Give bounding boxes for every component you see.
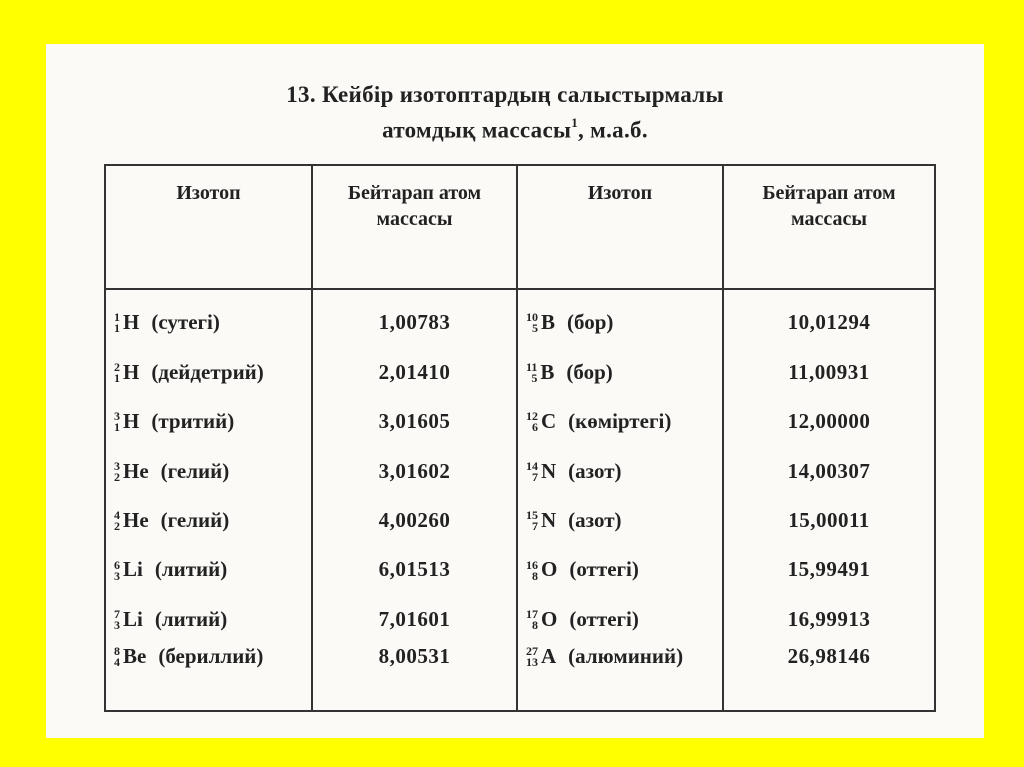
element-name: (бериллий) <box>158 644 264 668</box>
left-isotope-cell <box>105 289 312 348</box>
element-name: (литий) <box>154 557 228 582</box>
table-row <box>105 446 935 495</box>
title-line-2-text: атомдық массасы <box>382 117 572 143</box>
nuclide-notation <box>114 646 120 668</box>
left-isotope-cell <box>105 348 312 397</box>
element-name: (гелий) <box>160 507 230 532</box>
left-isotope-cell <box>105 446 312 495</box>
nuclide-notation <box>526 312 538 334</box>
nuclide-notation <box>526 359 538 385</box>
atomic-number: 2 <box>114 469 120 484</box>
atomic-number: 2 <box>114 519 120 534</box>
atomic-number: 3 <box>114 568 120 583</box>
atomic-number: 5 <box>532 321 538 336</box>
right-isotope-cell <box>517 595 723 644</box>
table-header-row <box>105 165 935 289</box>
left-isotope-cell <box>105 496 312 545</box>
header-mass-right: Бейтарап атом массасы <box>723 165 935 289</box>
element-symbol: Li <box>123 606 143 631</box>
right-mass-cell: 12,00000 <box>723 397 935 446</box>
atomic-number: 8 <box>532 617 538 632</box>
atomic-number: 3 <box>114 617 120 632</box>
left-mass-cell: 1,00783 <box>312 289 517 348</box>
table-row <box>105 397 935 446</box>
right-mass-cell: 15,00011 <box>723 496 935 545</box>
element-symbol: N <box>541 507 557 532</box>
mass-number: 11 <box>526 359 538 374</box>
nuclide-notation <box>526 646 538 668</box>
element-name: (дейдетрий) <box>151 359 264 384</box>
element-name: (алюминий) <box>568 644 684 668</box>
mass-number: 10 <box>526 310 538 325</box>
left-isotope-cell <box>105 397 312 446</box>
left-mass-cell: 6,01513 <box>312 545 517 594</box>
right-isotope-cell <box>517 446 723 495</box>
element-name: (бор) <box>566 359 613 384</box>
element-name: (литий) <box>154 606 228 631</box>
element-symbol: H <box>123 359 140 384</box>
element-name: (бор) <box>567 310 614 335</box>
mass-number: 15 <box>526 508 538 523</box>
table-row <box>105 644 935 711</box>
element-symbol: O <box>541 557 558 582</box>
left-mass-cell: 3,01605 <box>312 397 517 446</box>
element-symbol: H <box>123 310 140 335</box>
element-symbol: A <box>541 644 557 668</box>
mass-number: 1 <box>114 310 120 325</box>
atomic-number: 4 <box>114 655 120 670</box>
left-isotope-cell <box>105 644 312 711</box>
nuclide-notation <box>114 458 120 484</box>
nuclide-notation <box>526 411 538 433</box>
table-row <box>105 496 935 545</box>
mass-number: 6 <box>114 557 120 572</box>
element-name: (көміртегі) <box>568 409 672 434</box>
element-symbol: H <box>123 409 140 434</box>
left-mass-cell: 2,01410 <box>312 348 517 397</box>
table-row <box>105 348 935 397</box>
left-mass-cell: 4,00260 <box>312 496 517 545</box>
atomic-number: 6 <box>532 420 538 435</box>
right-isotope-cell <box>517 545 723 594</box>
nuclide-notation <box>526 510 538 532</box>
table-row <box>105 289 935 348</box>
right-mass-cell: 26,98146 <box>723 644 935 711</box>
left-mass-cell: 8,00531 <box>312 644 517 711</box>
table-title <box>46 80 984 146</box>
atomic-number: 1 <box>114 370 120 385</box>
element-name: (тритий) <box>151 409 235 434</box>
element-symbol: Be <box>123 644 147 668</box>
nuclide-notation <box>114 359 120 385</box>
mass-number: 2 <box>114 359 120 374</box>
atomic-number: 7 <box>532 469 538 484</box>
element-symbol: B <box>541 310 556 335</box>
header-isotope-left: Изотоп <box>105 165 312 289</box>
title-line-1: 13. Кейбір изотоптардың салыстырмалы <box>286 82 724 107</box>
right-mass-cell: 10,01294 <box>723 289 935 348</box>
left-mass-cell: 3,01602 <box>312 446 517 495</box>
mass-number: 14 <box>526 458 538 473</box>
atomic-number: 1 <box>114 420 120 435</box>
table-row <box>105 545 935 594</box>
mass-number: 12 <box>526 409 538 424</box>
atomic-number: 1 <box>114 321 120 336</box>
element-symbol: O <box>541 606 558 631</box>
right-isotope-cell <box>517 644 723 711</box>
mass-number: 3 <box>114 458 120 473</box>
left-isotope-cell <box>105 595 312 644</box>
atomic-number: 5 <box>531 370 538 385</box>
nuclide-notation <box>526 458 538 484</box>
atomic-number: 8 <box>532 568 538 583</box>
element-symbol: Li <box>123 557 143 582</box>
right-mass-cell: 11,00931 <box>723 348 935 397</box>
title-line-2 <box>46 110 984 146</box>
element-symbol: C <box>541 409 557 434</box>
mass-number: 7 <box>114 606 120 621</box>
nuclide-notation <box>114 557 120 583</box>
mass-number: 27 <box>526 644 538 659</box>
title-units: , м.а.б. <box>578 117 648 143</box>
left-isotope-cell <box>105 545 312 594</box>
header-isotope-right: Изотоп <box>517 165 723 289</box>
element-name: (азот) <box>568 458 622 483</box>
nuclide-notation <box>526 557 538 583</box>
mass-number: 4 <box>114 508 120 523</box>
atomic-number: 13 <box>526 655 538 670</box>
element-name: (оттегі) <box>569 557 639 582</box>
element-name: (азот) <box>568 507 622 532</box>
element-symbol: B <box>540 359 555 384</box>
nuclide-notation <box>114 411 120 433</box>
nuclide-notation <box>114 510 120 532</box>
document-page <box>46 44 984 738</box>
mass-number: 3 <box>114 409 120 424</box>
element-name: (оттегі) <box>569 606 639 631</box>
right-mass-cell: 14,00307 <box>723 446 935 495</box>
mass-number: 17 <box>526 606 538 621</box>
right-isotope-cell <box>517 397 723 446</box>
nuclide-notation <box>114 606 120 632</box>
left-mass-cell: 7,01601 <box>312 595 517 644</box>
right-isotope-cell <box>517 289 723 348</box>
header-mass-left: Бейтарап атом массасы <box>312 165 517 289</box>
element-symbol: N <box>541 458 557 483</box>
isotope-mass-table <box>104 164 936 712</box>
right-isotope-cell <box>517 496 723 545</box>
element-name: (сутегі) <box>151 310 220 335</box>
mass-number: 16 <box>526 557 538 572</box>
atomic-number: 7 <box>532 519 538 534</box>
element-name: (гелий) <box>160 458 230 483</box>
footnote-mark: 1 <box>571 115 579 130</box>
mass-number: 8 <box>114 644 120 659</box>
element-symbol: He <box>123 507 149 532</box>
right-mass-cell: 16,99913 <box>723 595 935 644</box>
element-symbol: He <box>123 458 149 483</box>
nuclide-notation <box>526 606 538 632</box>
nuclide-notation <box>114 312 120 334</box>
right-mass-cell: 15,99491 <box>723 545 935 594</box>
table-row <box>105 595 935 644</box>
right-isotope-cell <box>517 348 723 397</box>
